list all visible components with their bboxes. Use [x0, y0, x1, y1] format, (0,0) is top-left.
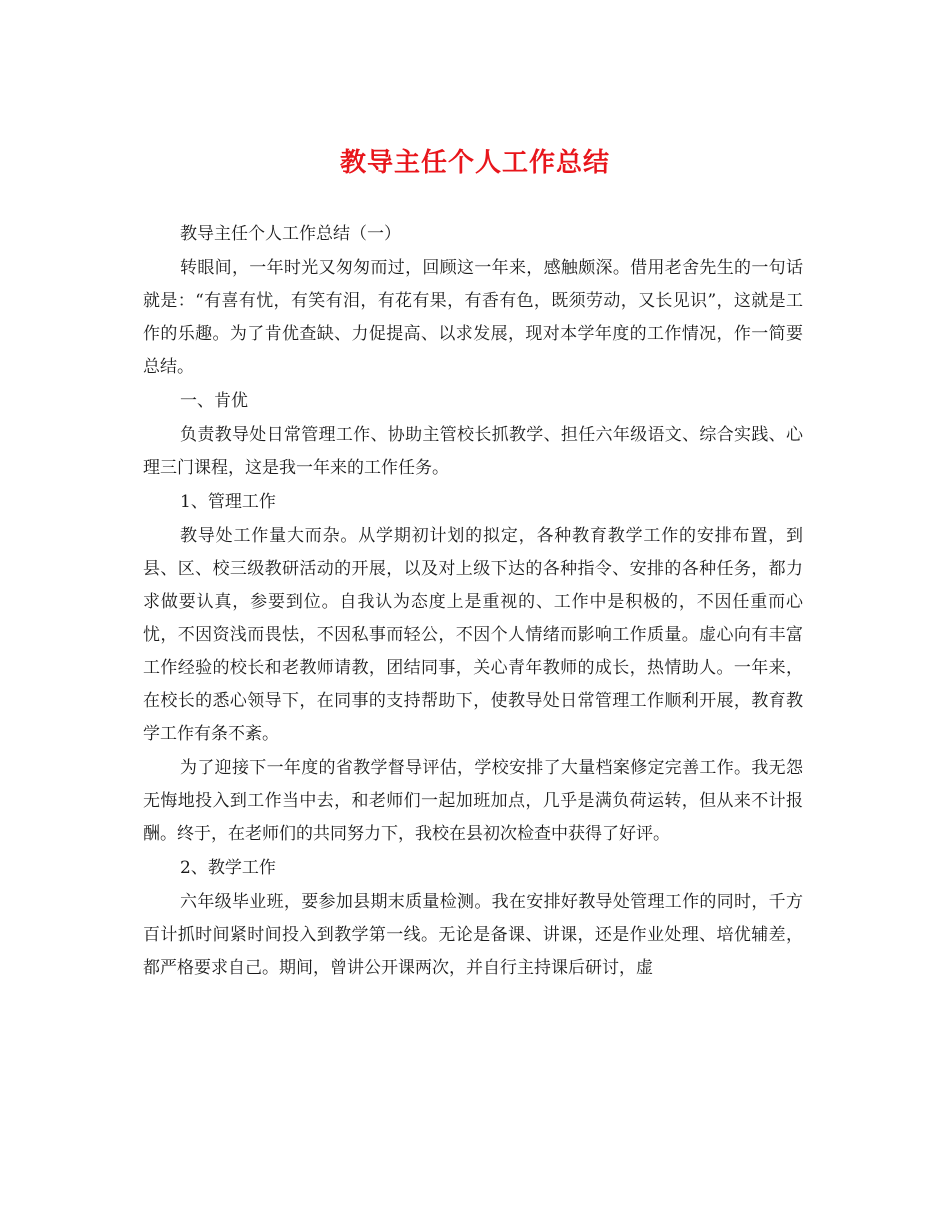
paragraph: 为了迎接下一年度的省教学督导评估，学校安排了大量档案修定完善工作。我无怨无悔地投入到工作当中去，和老师们一起加班加点，几乎是满负荷运转，但从来不计报酬。终于，在老师们的共同努力下，我校在县初次检查中获得了好评。 [143, 758, 803, 844]
paragraph: 负责教导处日常管理工作、协助主管校长抓教学、担任六年级语文、综合实践、心理三门课程，这是我一年来的工作任务。 [143, 425, 803, 478]
document-body [143, 218, 803, 986]
paragraph: 六年级毕业班，要参加县期末质量检测。我在安排好教导处管理工作的同时，千方百计抓时间紧时间投入到教学第一线。无论是备课、讲课，还是作业处理、培优辅差，都严格要求自己。期间，曾讲公开课两次，并自行主持课后研讨，虚 [143, 892, 803, 978]
subsection-heading: 1、管理工作 [180, 492, 276, 512]
section-heading: 一、肯优 [180, 391, 248, 411]
document-title: 教导主任个人工作总结 [339, 148, 610, 178]
section-title: 教导主任个人工作总结（一） [180, 224, 401, 244]
subsection-heading: 2、教学工作 [180, 858, 276, 878]
paragraph: 转眼间，一年时光又匆匆而过，回顾这一年来，感触颇深。借用老舍先生的一句话就是：“有喜有忧，有笑有泪，有花有果，有香有色，既须劳动，又长见识”，这就是工作的乐趣。为了肯优查缺、力促提高、以求发展，现对本学年度的工作情况，作一简要总结。 [143, 258, 803, 377]
paragraph: 教导处工作量大而杂。从学期初计划的拟定，各种教育教学工作的安排布置，到县、区、校三级教研活动的开展，以及对上级下达的各种指令、安排的各种任务，都力求做要认真，参要到位。自我认为态度上是重视的、工作中是积极的，不因任重而心忧，不因资浅而畏怯，不因私事而轻公，不因个人情绪而影响工作质量。虚心向有丰富工作经验的校长和老教师请教，团结同事，关心青年教师的成长，热情助人。一年来，在校长的悉心领导下，在同事的支持帮助下，使教导处日常管理工作顺利开展，教育教学工作有条不紊。 [143, 526, 803, 744]
